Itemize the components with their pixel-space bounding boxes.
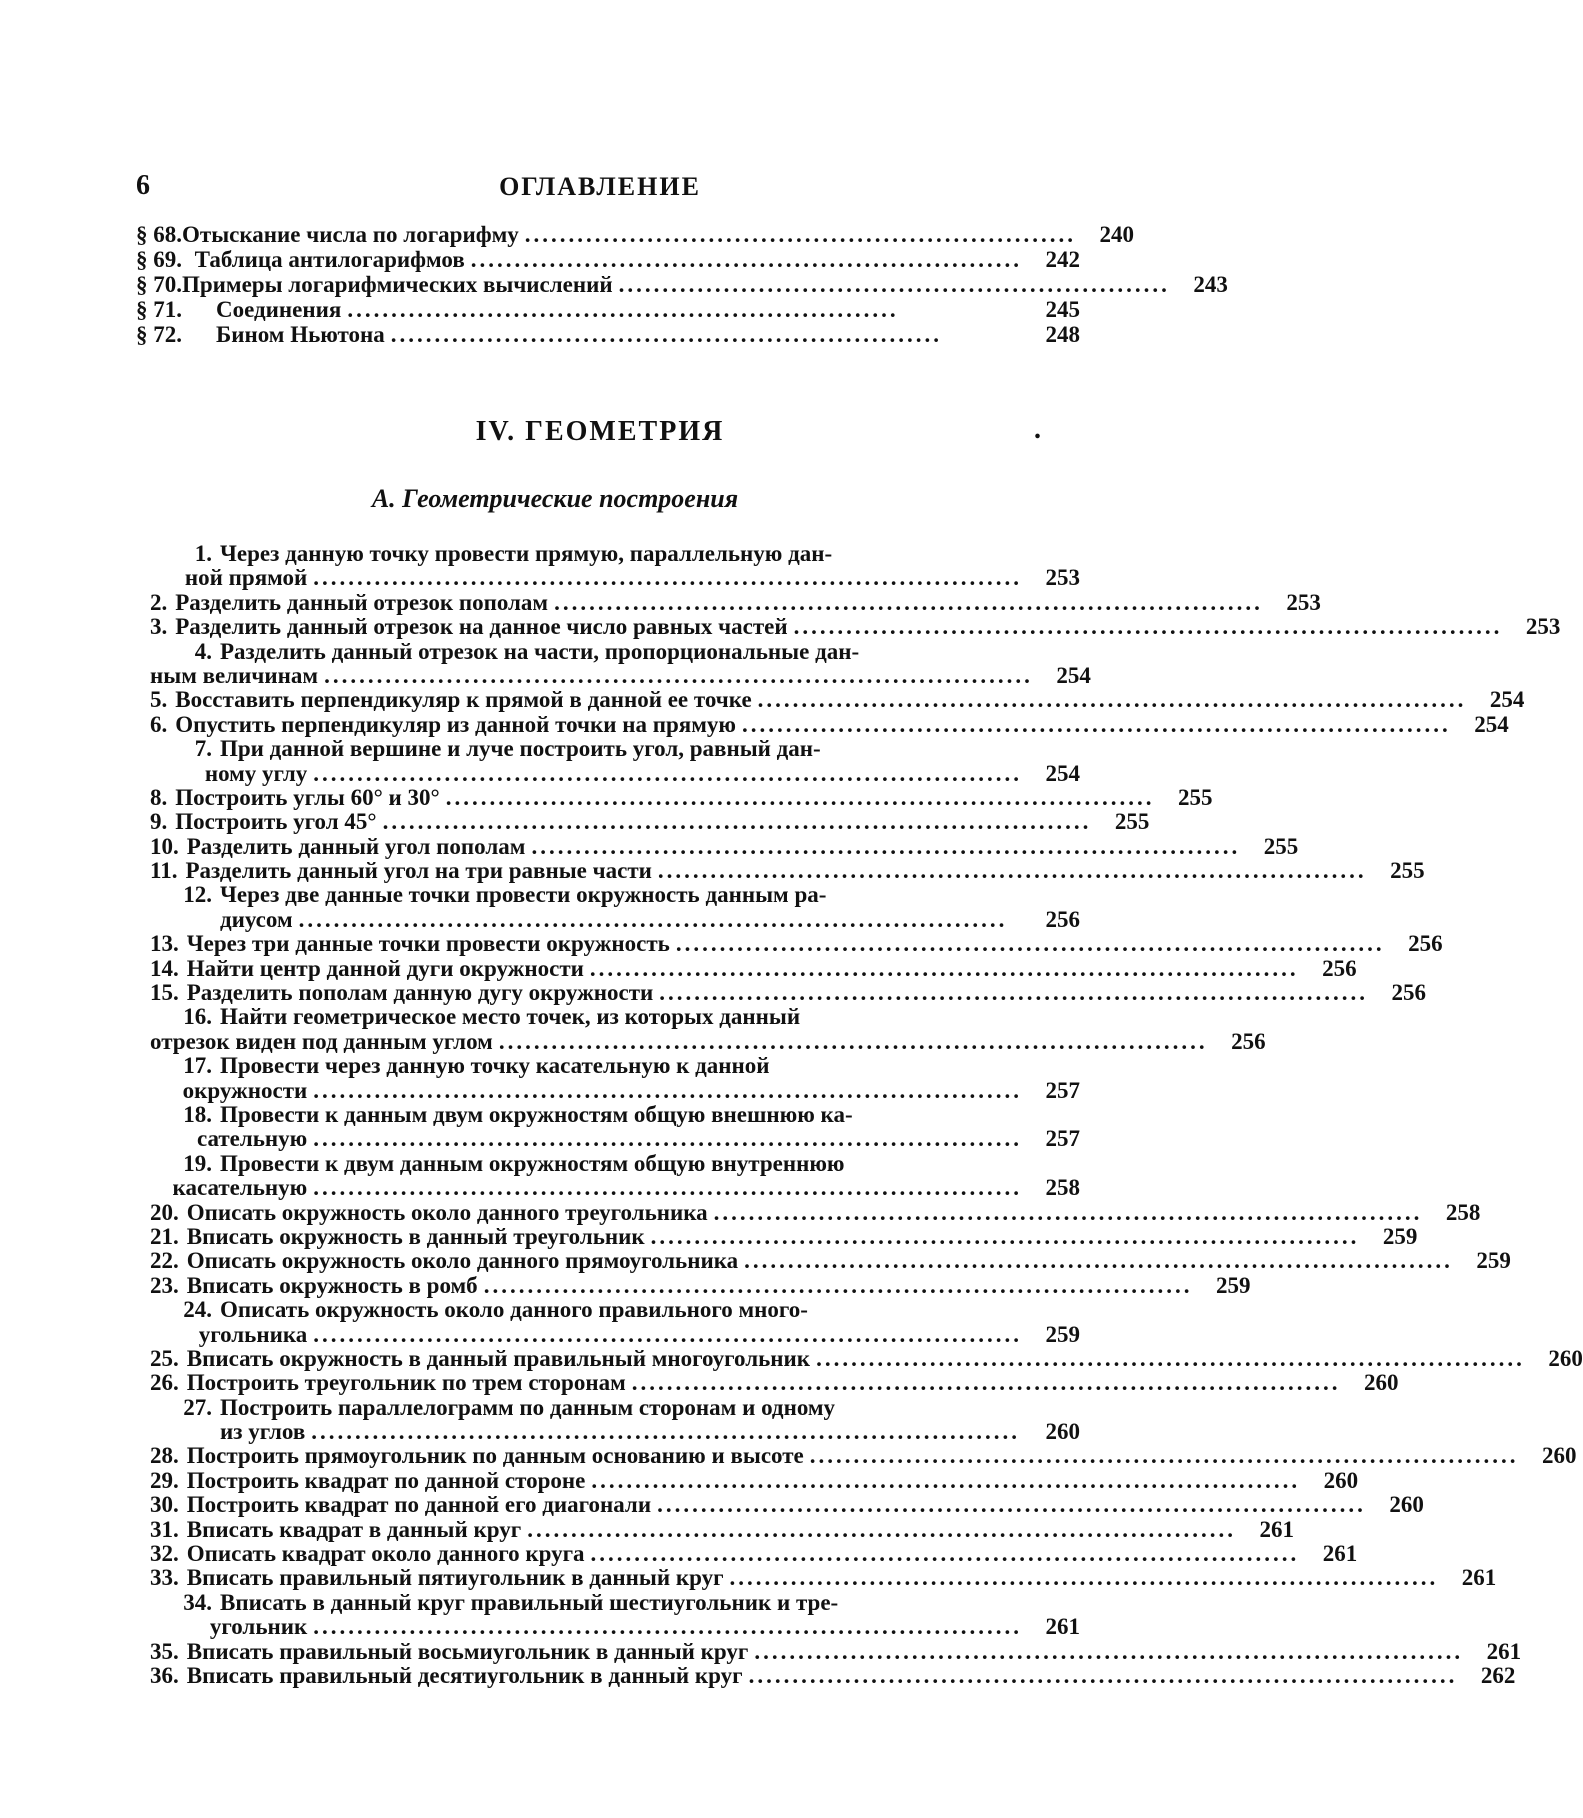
toc-number: 13.: [150, 931, 179, 957]
toc-page: 261: [1259, 1516, 1294, 1542]
toc-title: угольника: [198, 1321, 308, 1347]
toc-title: Провести к данным двум окружностям общую внешнюю ка-: [220, 1101, 853, 1127]
toc-page: 243: [1193, 272, 1228, 297]
toc-title: Разделить данный угол пополам: [186, 833, 526, 859]
toc-page: 253: [1286, 589, 1321, 615]
toc-line: [150, 1591, 1080, 1615]
toc-page: 248: [1045, 322, 1080, 347]
leader-dots: .................................................................................: [590, 1541, 1300, 1567]
toc-page: 261: [1461, 1565, 1497, 1591]
toc-title: Отыскание числа по логарифму: [182, 222, 519, 247]
toc-number: § 72.: [136, 322, 182, 347]
toc-number: 21.: [150, 1223, 179, 1249]
toc-number: 2.: [150, 589, 168, 615]
toc-line: [150, 1199, 1481, 1225]
toc-page: 245: [1045, 297, 1080, 322]
toc-title: угольник: [209, 1614, 308, 1640]
toc-line: [150, 1345, 1583, 1371]
toc-line: [150, 640, 1080, 664]
toc-number: 36.: [150, 1662, 179, 1688]
toc-number: 26.: [150, 1370, 179, 1396]
leader-dots: ...............................................................: [390, 322, 943, 347]
toc-line: [150, 1028, 1266, 1054]
leader-dots: ...............................................................: [347, 297, 899, 322]
leader-dots: .................................................................................: [657, 858, 1367, 884]
toc-line: [150, 1223, 1418, 1249]
leader-dots: .................................................................................: [483, 1272, 1193, 1298]
page-number: 6: [136, 170, 150, 201]
leader-dots: .................................................................................: [754, 1638, 1464, 1664]
toc-line: [150, 1054, 1080, 1078]
toc-title: Через данную точку провести прямую, параллельную дан-: [220, 541, 833, 566]
toc-line: [150, 1248, 1511, 1274]
toc-entry: [150, 1467, 1359, 1493]
toc-entry: [150, 1565, 1497, 1591]
toc-line: [150, 1662, 1516, 1688]
toc-title: Бином Ньютона: [216, 322, 385, 347]
toc-title: окружности: [182, 1077, 308, 1103]
toc-title: отрезок виден под данным углом: [150, 1028, 493, 1054]
toc-page: 255: [1263, 833, 1299, 859]
toc-number: 34.: [183, 1589, 212, 1615]
toc-line: [150, 614, 1561, 640]
toc-entry: [150, 737, 1080, 786]
toc-line: [150, 1443, 1577, 1469]
toc-line: [150, 931, 1443, 957]
toc-title: ной прямой: [184, 565, 308, 591]
toc-line: [150, 1396, 1080, 1420]
leader-dots: .................................................................................: [631, 1370, 1341, 1396]
toc-title: Вписать в данный круг правильный шестиугольник и тре-: [220, 1589, 839, 1615]
toc-number: § 71.: [136, 297, 182, 322]
leader-dots: .................................................................................: [675, 931, 1385, 957]
leader-dots: .................................................................................: [313, 1077, 1022, 1103]
toc-number: 29.: [150, 1467, 179, 1493]
toc-page: 254: [1045, 760, 1080, 786]
toc-entry: [150, 1492, 1424, 1518]
toc-title: Построить треугольник по трем сторонам: [186, 1370, 626, 1396]
toc-entry: [150, 1443, 1577, 1469]
toc-entry: [150, 1370, 1399, 1396]
toc-line: [150, 662, 1091, 688]
toc-line: [150, 762, 1080, 786]
toc-line: [150, 542, 1080, 566]
toc-page: 255: [1390, 858, 1425, 884]
toc-number: 22.: [150, 1248, 179, 1274]
toc-page: 255: [1114, 809, 1150, 835]
toc-page: 260: [1542, 1443, 1577, 1469]
leader-dots: .................................................................................: [498, 1028, 1208, 1054]
toc-number: 17.: [183, 1053, 212, 1079]
toc-number: 14.: [150, 955, 179, 981]
toc-entry: [150, 1516, 1294, 1542]
toc-number: 27.: [183, 1394, 212, 1420]
toc-title: Провести к двум данным окружностям общую внутреннюю: [220, 1150, 845, 1176]
toc-title: Построить квадрат по данной его диагонали: [186, 1492, 652, 1518]
toc-number: 1.: [194, 541, 212, 566]
leader-dots: .................................................................................: [313, 1126, 1022, 1152]
toc-line: [150, 1370, 1399, 1396]
toc-line: [150, 1541, 1358, 1567]
toc-page: 254: [1056, 662, 1091, 688]
toc-title: Разделить пополам данную дугу окружности: [186, 980, 654, 1006]
toc-row: [136, 222, 1135, 247]
toc-line: [150, 1492, 1424, 1518]
toc-entry: [150, 1396, 1080, 1445]
toc-title: Через две данные точки провести окружность данным ра-: [220, 882, 827, 908]
leader-dots: .................................................................................: [713, 1199, 1423, 1225]
toc-page: 261: [1322, 1541, 1358, 1567]
toc-line: [150, 687, 1525, 713]
toc-title: Построить углы 60° и 30°: [175, 784, 440, 810]
toc-title: Найти центр данной дуги окружности: [186, 955, 584, 981]
toc-page: 260: [1389, 1492, 1424, 1518]
toc-number: 24.: [183, 1297, 212, 1323]
toc-entry: [150, 833, 1299, 859]
toc-line: [150, 784, 1213, 810]
toc-line: [150, 1103, 1080, 1127]
toc-page: 260: [1045, 1419, 1080, 1445]
toc-logarithms: [136, 222, 1228, 347]
toc-geometric-constructions: [150, 541, 1583, 1688]
toc-page: 242: [1045, 247, 1080, 272]
toc-entry: [150, 955, 1357, 981]
toc-line: [150, 1152, 1080, 1176]
toc-title: Разделить данный отрезок пополам: [175, 589, 549, 615]
toc-title: Разделить данный отрезок на данное число равных частей: [175, 614, 788, 640]
toc-entry: [150, 784, 1213, 810]
toc-title: Вписать окружность в данный правильный многоугольник: [186, 1345, 811, 1371]
toc-line: [150, 1615, 1080, 1639]
toc-line: [150, 1079, 1080, 1103]
toc-entry: [150, 980, 1427, 1006]
toc-number: 18.: [183, 1101, 212, 1127]
toc-line: [150, 566, 1080, 590]
toc-page: 259: [1476, 1248, 1511, 1274]
toc-title: Построить параллелограмм по данным сторонам и одному: [220, 1394, 836, 1420]
toc-number: 20.: [150, 1199, 179, 1225]
toc-number: 32.: [150, 1541, 179, 1567]
toc-entry: [150, 858, 1425, 884]
toc-number: 5.: [150, 687, 168, 713]
toc-number: 23.: [150, 1272, 179, 1298]
toc-title: Описать квадрат около данного круга: [186, 1541, 585, 1567]
toc-page: 257: [1045, 1077, 1080, 1103]
leader-dots: .................................................................................: [744, 1248, 1453, 1274]
toc-entry: [150, 711, 1509, 737]
toc-title: Вписать правильный десятиугольник в данный круг: [186, 1662, 743, 1688]
toc-row: [136, 322, 1080, 347]
toc-number: 30.: [150, 1492, 179, 1518]
toc-page: 256: [1391, 980, 1427, 1006]
toc-title: При данной вершине и луче построить угол, равный дан-: [220, 736, 821, 762]
toc-number: 7.: [194, 736, 212, 762]
toc-title: Построить квадрат по данной стороне: [186, 1467, 586, 1493]
toc-title: диусом: [220, 906, 293, 932]
toc-title: Разделить данный угол на три равные части: [185, 858, 652, 884]
toc-title: ному углу: [204, 760, 308, 786]
toc-page: 253: [1045, 565, 1080, 591]
toc-line: [150, 1467, 1359, 1493]
toc-row: [136, 247, 1080, 272]
toc-page: 256: [1045, 906, 1080, 932]
toc-line: [150, 1005, 1080, 1029]
leader-dots: ...............................................................: [618, 272, 1170, 297]
toc-page: 256: [1322, 955, 1357, 981]
toc-number: 15.: [150, 980, 179, 1006]
toc-entry: [150, 589, 1321, 615]
toc-line: [150, 1176, 1080, 1200]
section-dot: .: [1034, 414, 1041, 445]
leader-dots: ...............................................................: [524, 222, 1077, 247]
toc-number: 31.: [150, 1516, 179, 1542]
toc-page: 259: [1215, 1272, 1251, 1298]
section-heading: IV. ГЕОМЕТРИЯ: [475, 416, 725, 447]
subsection-heading: А. Геометрические построения: [371, 484, 739, 513]
toc-page: 256: [1408, 931, 1443, 957]
leader-dots: .................................................................................: [313, 760, 1022, 786]
toc-page: 255: [1177, 784, 1213, 810]
leader-dots: ...............................................................: [470, 247, 1022, 272]
toc-line: [150, 737, 1080, 761]
toc-page: 254: [1489, 687, 1525, 713]
leader-dots: .................................................................................: [591, 1467, 1301, 1493]
leader-dots: .................................................................................: [313, 1175, 1022, 1201]
toc-number: 33.: [150, 1565, 179, 1591]
toc-title: Вписать правильный пятиугольник в данный круг: [186, 1565, 724, 1591]
toc-title: Опустить перпендикуляр из данной точки на прямую: [175, 711, 736, 737]
toc-title: из углов: [220, 1419, 306, 1445]
toc-line: [150, 1420, 1080, 1444]
toc-number: 16.: [183, 1004, 212, 1030]
toc-title: Соединения: [216, 297, 342, 322]
leader-dots: .................................................................................: [742, 711, 1451, 737]
leader-dots: .................................................................................: [748, 1662, 1458, 1688]
toc-entry: [150, 1248, 1511, 1274]
toc-page: 261: [1486, 1638, 1522, 1664]
toc-entry: [150, 1054, 1080, 1103]
leader-dots: .................................................................................: [659, 980, 1369, 1006]
toc-page: 261: [1045, 1614, 1080, 1640]
toc-page: 256: [1231, 1028, 1266, 1054]
toc-line: [150, 955, 1357, 981]
toc-number: 6.: [150, 711, 168, 737]
toc-title: Описать окружность около данного треугольника: [186, 1199, 708, 1225]
leader-dots: .................................................................................: [311, 1419, 1021, 1445]
toc-entry: [150, 542, 1080, 591]
toc-entry: [150, 1199, 1481, 1225]
leader-dots: .................................................................................: [445, 784, 1155, 810]
toc-number: 3.: [150, 614, 168, 640]
toc-line: [150, 908, 1080, 932]
toc-page: 262: [1480, 1662, 1516, 1688]
leader-dots: .................................................................................: [298, 906, 1008, 932]
toc-entry: [150, 638, 1091, 689]
leader-dots: .................................................................................: [324, 662, 1033, 688]
toc-number: § 68.: [136, 222, 182, 247]
toc-line: [150, 1272, 1251, 1298]
toc-title: Восставить перпендикуляр к прямой в данной ее точке: [175, 687, 752, 713]
toc-number: 28.: [150, 1443, 179, 1469]
toc-title: Вписать квадрат в данный круг: [186, 1516, 522, 1542]
toc-entry: [150, 1298, 1080, 1347]
toc-title: Через три данные точки провести окружность: [186, 931, 670, 957]
toc-entry: [150, 1272, 1251, 1298]
leader-dots: .................................................................................: [382, 809, 1092, 835]
toc-line: [150, 833, 1299, 859]
toc-number: 12.: [183, 882, 212, 908]
toc-title: Построить прямоугольник по данным основанию и высоте: [186, 1443, 804, 1469]
toc-entry: [150, 1662, 1516, 1688]
toc-title: Найти геометрическое место точек, из которых данный: [220, 1004, 801, 1030]
toc-page: 254: [1474, 711, 1509, 737]
toc-line: [150, 589, 1321, 615]
leader-dots: .................................................................................: [793, 614, 1503, 640]
toc-entry: [150, 1004, 1266, 1054]
leader-dots: .................................................................................: [313, 1614, 1022, 1640]
leader-dots: .................................................................................: [554, 589, 1263, 615]
leader-dots: .................................................................................: [589, 955, 1299, 981]
leader-dots: .................................................................................: [313, 1321, 1022, 1347]
toc-title: Вписать окружность в ромб: [186, 1272, 478, 1298]
toc-page: 260: [1323, 1467, 1359, 1493]
toc-entry: [150, 1541, 1358, 1567]
toc-page: 240: [1099, 222, 1135, 247]
toc-title: Вписать правильный восьмиугольник в данный круг: [186, 1638, 749, 1664]
toc-line: [150, 1565, 1497, 1591]
toc-line: [150, 711, 1509, 737]
toc-entry: [150, 1591, 1080, 1640]
leader-dots: .................................................................................: [657, 1492, 1366, 1518]
toc-page: 258: [1045, 1175, 1080, 1201]
toc-line: [150, 1298, 1080, 1322]
toc-number: 35.: [150, 1638, 179, 1664]
toc-number: 19.: [183, 1150, 212, 1176]
toc-page: 258: [1445, 1199, 1481, 1225]
toc-entry: [150, 883, 1080, 932]
toc-entry: [150, 614, 1561, 640]
toc-entry: [150, 931, 1443, 957]
toc-title: ным величинам: [150, 662, 319, 688]
toc-number: 8.: [150, 784, 168, 810]
toc-title: Примеры логарифмических вычислений: [182, 272, 613, 297]
toc-number: § 70.: [136, 272, 182, 297]
leader-dots: .................................................................................: [531, 833, 1241, 859]
toc-title: Описать окружность около данного правильного много-: [220, 1297, 808, 1323]
toc-page: 253: [1525, 614, 1561, 640]
toc-row: [136, 297, 1080, 322]
toc-line: [150, 1127, 1080, 1151]
toc-entry: [150, 1223, 1418, 1249]
toc-entry: [150, 1103, 1080, 1152]
toc-title: Построить угол 45°: [175, 809, 377, 835]
toc-title: Провести через данную точку касательную к данной: [220, 1053, 770, 1079]
toc-number: 25.: [150, 1345, 179, 1371]
toc-title: сательную: [196, 1126, 308, 1152]
toc-page: 260: [1548, 1345, 1583, 1371]
toc-line: [150, 809, 1150, 835]
toc-line: [150, 1323, 1080, 1347]
leader-dots: .................................................................................: [527, 1516, 1236, 1542]
leader-dots: .................................................................................: [650, 1223, 1360, 1249]
leader-dots: .................................................................................: [816, 1345, 1525, 1371]
toc-line: [150, 980, 1427, 1006]
toc-number: 10.: [150, 833, 179, 859]
toc-number: § 69.: [136, 247, 182, 272]
toc-number: 11.: [150, 858, 178, 884]
toc-number: 9.: [150, 809, 168, 835]
leader-dots: .................................................................................: [729, 1565, 1439, 1591]
toc-page: 259: [1382, 1223, 1418, 1249]
toc-page: 260: [1364, 1370, 1399, 1396]
leader-dots: .................................................................................: [809, 1443, 1519, 1469]
toc-entry: [150, 809, 1150, 835]
toc-row: [136, 272, 1228, 297]
running-title: ОГЛАВЛЕНИЕ: [499, 172, 701, 201]
toc-number: 4.: [194, 638, 212, 664]
toc-line: [150, 1638, 1522, 1664]
toc-entry: [150, 687, 1525, 713]
toc-entry: [150, 1345, 1583, 1371]
toc-entry: [150, 1638, 1522, 1664]
toc-entry: [150, 1152, 1080, 1201]
toc-title: Разделить данный отрезок на части, пропорциональные дан-: [220, 638, 860, 664]
toc-page: 259: [1045, 1321, 1080, 1347]
leader-dots: .................................................................................: [313, 565, 1022, 591]
toc-title: Таблица антилогарифмов: [194, 247, 465, 272]
toc-line: [150, 883, 1080, 907]
toc-line: [150, 858, 1425, 884]
toc-page: 257: [1045, 1126, 1080, 1152]
toc-title: Описать окружность около данного прямоугольника: [186, 1248, 739, 1274]
toc-line: [150, 1516, 1294, 1542]
leader-dots: .................................................................................: [757, 687, 1467, 713]
toc-title: касательную: [172, 1175, 308, 1201]
toc-title: Вписать окружность в данный треугольник: [186, 1223, 645, 1249]
